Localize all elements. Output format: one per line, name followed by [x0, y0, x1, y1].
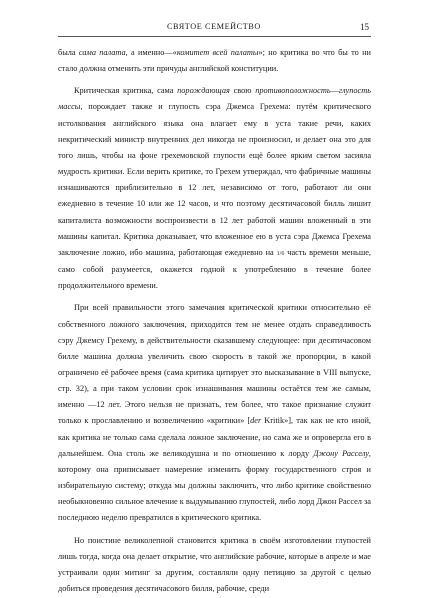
- text-run: свою: [229, 86, 256, 96]
- text-run: Kritik»], так как не кто иной, как критика не только сама сделала ложное заключение, но сама же и опровергла его в дальнейшем. Она столь же великодушна и по отношению к лорду: [58, 416, 371, 458]
- emphasis-text: der: [250, 416, 262, 426]
- text-run: —: [330, 86, 339, 96]
- paragraph: [58, 300, 371, 526]
- emphasis-text: противоположность: [255, 86, 331, 96]
- paragraph: [58, 83, 371, 294]
- paragraph: [58, 533, 371, 598]
- emphasis-text: комитет всей палаты: [176, 48, 259, 57]
- page-header: [0, 22, 423, 36]
- emphasis-text: Джону Расселу: [313, 448, 369, 458]
- page-number: 15: [360, 22, 369, 32]
- running-title: СВЯТОЕ СЕМЕЙСТВО: [167, 22, 261, 31]
- text-run: , порождает также и глупость сэра Джемса Грехема: путём критического истолкования английского языка она влагает ему в уста такие речи, каких некритический министр внутренних дел никогда не произносил, и делает она это для того лишь, чтобы на фоне грехемовской глупости ещё более ярким светом засияла мудрость критики. Если верить критике, то Грехем утверждал, что фабричные машины изнашиваются приблизительно в 12 лет, независимо от того, работают ли они ежедневно в течение 10 или же 12 часов, и что поэтому десятичасовой билль лишит капиталиста возможности воспроизвести в 12 лет работой машин вложенный в эти машины капитал. Критика доказывает, что вложенное ею в уста сэра Джемса Грехема заключение ложно, ибо машина, работающая ежедневно на: [58, 102, 371, 257]
- emphasis-text: порождающая: [177, 86, 230, 96]
- text-run: »; но критика во что бы то ни стало должна отменить эти причуды английской конституции.: [58, 48, 371, 74]
- text-run: , а именно—«: [125, 48, 177, 57]
- text-run: была: [58, 48, 79, 57]
- text-run: При всей правильности этого замечания критической критики относительно её собственного ложного заключения, приходится тем не менее отдать справедливость сэру Джемсу Грехему, в действительности сказавшему следующее: при десятичасовом билле машина должна увеличить свою скорость в такой же пропорции, в какой ограничено её рабочее время (сама критика цитирует это высказывание в VIII выпуске, стр. 32), а при таком условии срок изнашивания машины остаётся тем же самым, именно —12 лет. Этого нельзя не признать, тем более, что такое признание служит только к прославлению и возвеличению «критики» [: [58, 303, 371, 426]
- text-run: , которому она приписывает намерение изменить форму государственного строя и избирательную систему; откуда мы должны заключить, что либо критике свойственно необыкновенно сильное влечение к выдумыванию глупостей, либо лорд Джон Рассел за последнюю неделю превратился в критического критика.: [58, 448, 371, 523]
- body-text: [58, 45, 371, 597]
- header-rule: [58, 36, 371, 37]
- emphasis-text: глупость массы: [58, 86, 371, 112]
- text-run: Критическая критика, сама: [74, 86, 178, 96]
- fraction-text: 1/6: [276, 250, 285, 257]
- emphasis-text: сама палата: [78, 48, 126, 57]
- text-run: часть времени меньше, само собой разумеется, окажется годной к употреблению в течение более продолжительного времени.: [58, 247, 371, 291]
- text-run: Но поистине великолепной становится критика в своём изготовлении глупостей лишь тогда, когда она делает открытие, что английские рабочие, которые в апреле и мае устраивали один митинг за другим, составляли одну петицию за другой с целью добиться проведения десятичасового билля, рабочие, среди: [58, 535, 371, 593]
- paragraph: [58, 45, 371, 77]
